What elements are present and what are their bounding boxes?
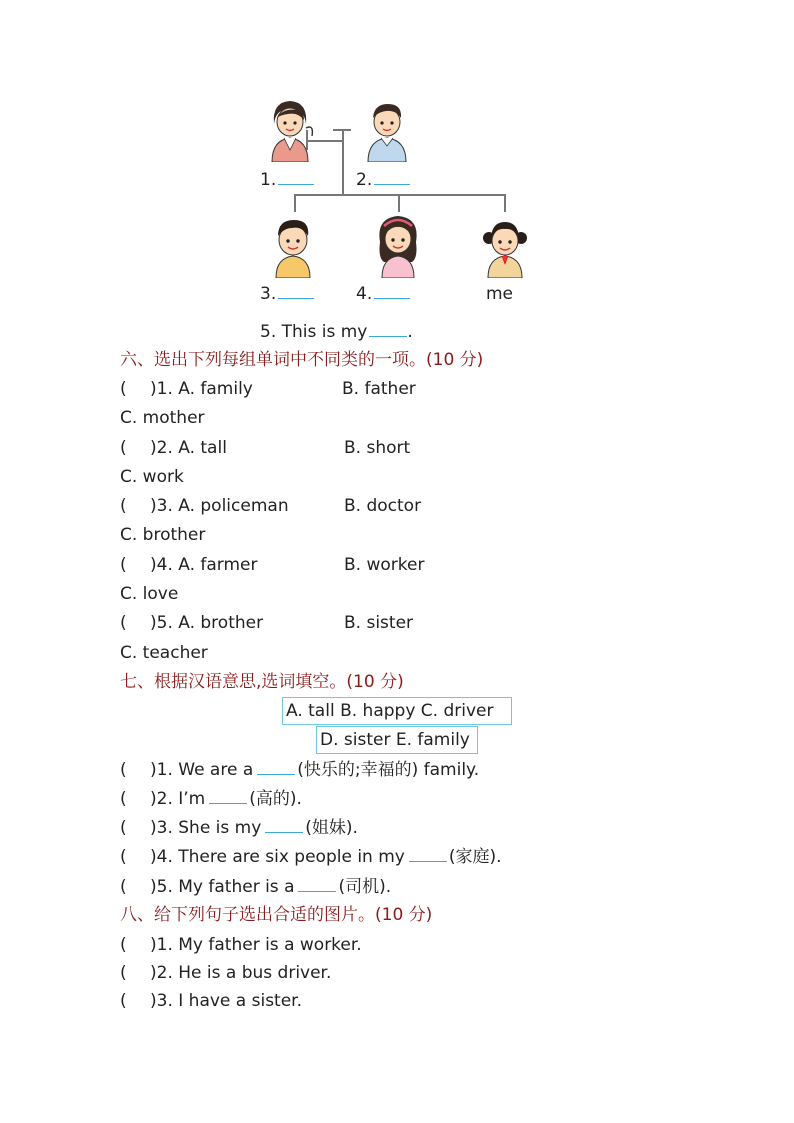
list-item: ( )4. A. farmer: [120, 555, 258, 575]
tree-label-me: me: [486, 284, 514, 304]
father-icon: [364, 98, 410, 162]
choice-b: B. father: [342, 379, 416, 399]
tree-connector: [342, 129, 344, 194]
choice-c: C. work: [120, 467, 184, 487]
blank-3[interactable]: [278, 284, 314, 299]
choice-b: B. sister: [344, 613, 414, 633]
word-bank-row1: A. tall B. happy C. driver: [282, 697, 512, 725]
choice-c: C. mother: [120, 408, 205, 428]
choice-c: C. brother: [120, 525, 206, 545]
tree-sentence: 5. This is my .: [260, 322, 413, 342]
list-item: ( )3. A. policeman: [120, 496, 289, 516]
blank-4[interactable]: [374, 284, 410, 299]
section8-title: 八、给下列句子选出合适的图片。(10 分): [120, 905, 433, 925]
choice-c: C. teacher: [120, 643, 208, 663]
choice-b: B. short: [344, 438, 411, 458]
section6-title: 六、选出下列每组单词中不同类的一项。(10 分): [120, 350, 484, 370]
blank-5[interactable]: [369, 322, 407, 337]
list-item: ( )3. She is my (姐妹).: [120, 818, 358, 838]
tree-label-4: 4.: [356, 284, 410, 304]
list-item: ( )1. My father is a worker.: [120, 935, 362, 955]
tree-connector: [294, 194, 505, 196]
list-item: ( )5. A. brother: [120, 613, 264, 633]
tree-label-2: 2.: [356, 170, 410, 190]
tree-connector: [398, 194, 400, 212]
list-item: ( )1. We are a (快乐的;幸福的) family.: [120, 760, 480, 780]
fill-blank[interactable]: [298, 877, 336, 892]
tree-label-1: 1.: [260, 170, 314, 190]
blank-2[interactable]: [374, 170, 410, 185]
sister-icon: [374, 212, 422, 278]
list-item: ( )3. I have a sister.: [120, 991, 303, 1011]
mother-icon: [268, 98, 314, 162]
list-item: ( )2. A. tall: [120, 438, 227, 458]
list-item: ( )2. He is a bus driver.: [120, 963, 332, 983]
list-item: ( )2. I’m (高的).: [120, 789, 302, 809]
fill-blank[interactable]: [257, 760, 295, 775]
fill-blank[interactable]: [265, 818, 303, 833]
tree-connector: [504, 194, 506, 212]
me-icon: [480, 216, 530, 278]
list-item: ( )4. There are six people in my (家庭).: [120, 847, 502, 867]
choice-b: B. worker: [344, 555, 425, 575]
tree-label-3: 3.: [260, 284, 314, 304]
list-item: ( )5. My father is a (司机).: [120, 877, 392, 897]
tree-connector: [294, 194, 296, 212]
fill-blank[interactable]: [209, 789, 247, 804]
brother-icon: [270, 214, 316, 278]
choice-b: B. doctor: [344, 496, 422, 516]
blank-1[interactable]: [278, 170, 314, 185]
list-item: ( )1. A. family: [120, 379, 253, 399]
word-bank-row2: D. sister E. family: [316, 726, 478, 754]
choice-c: C. love: [120, 584, 179, 604]
section7-title: 七、根据汉语意思,选词填空。(10 分): [120, 672, 404, 692]
fill-blank[interactable]: [409, 847, 447, 862]
